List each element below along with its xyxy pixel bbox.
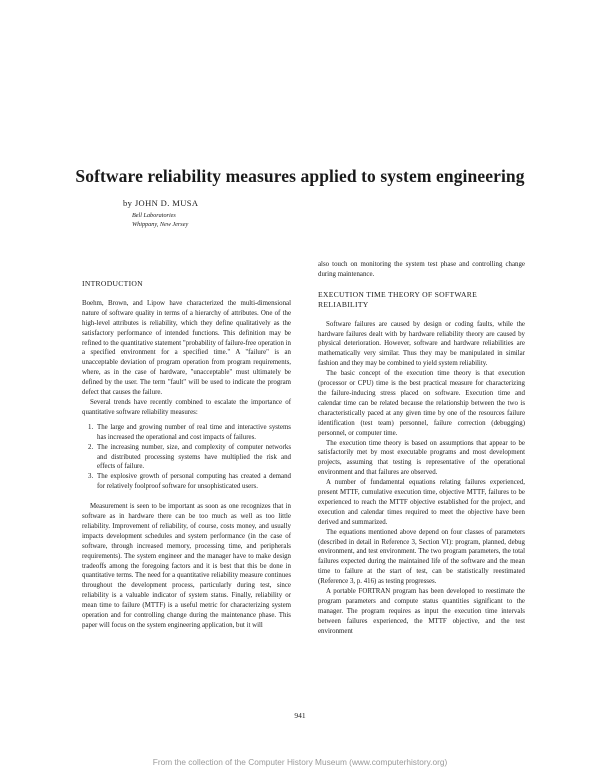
section-heading: INTRODUCTION xyxy=(82,279,143,288)
paragraph: also touch on monitoring the system test phase and controlling change during maintenance. xyxy=(318,261,525,278)
author-byline: by JOHN D. MUSA xyxy=(123,198,199,208)
paragraph: The execution time theory is based on assumptions that appear to be satisfactorily met by most executable programs and most development projects, assuming that testing is representative of the operational environment and that failures are observed. xyxy=(318,439,525,477)
affiliation-line: Whippany, New Jersey xyxy=(132,221,189,228)
page-number: 941 xyxy=(294,711,306,720)
footer-watermark: From the collection of the Computer History Museum (www.computerhistory.org) xyxy=(152,757,448,767)
list-item-number: 2. xyxy=(88,443,94,451)
paragraph: The equations mentioned above depend on four classes of parameters (described in detail in Reference 3, Section VI): program, planned, debug environment, and test environment. The two program parameters, the total failures expected during the maintained life of the software and the mean time to failure at the start of test, can be statistically reestimated (Reference 3, p. 416) as testing progresses. xyxy=(318,528,525,586)
list-item-text: The explosive growth of personal computing has created a demand for relatively foolproof software for unsophisticated users. xyxy=(97,473,291,491)
list-item-text: The large and growing number of real time and interactive systems has increased the operational and cost impacts of failures. xyxy=(97,423,291,441)
numbered-list xyxy=(82,423,291,492)
list-item xyxy=(82,443,291,473)
paper-title: Software reliability measures applied to system engineering xyxy=(75,166,525,186)
list-item-number: 3. xyxy=(88,473,94,481)
list-item-text: The increasing number, size, and complexity of computer networks and distributed processing systems have multiplied the risk and effects of failure. xyxy=(97,443,291,471)
paragraph: Measurement is seen to be important as soon as one recognizes that in software as in hardware there can be too much as well as too little reliability. Improvement of reliability, of course, costs money, and usually impacts development schedules and system performance (in the case of software, through increased memory, processing time, and peripherals requirements). The system engineer and the manager have to make design tradeoffs among the foregoing factors and it is best that this be done in quantitative terms. The need for a quantitative reliability measure continues throughout the development process, particularly during test, since reliability is a valuable indicator of system status. Finally, reliability or mean time to failure (MTTF) is a useful metric for characterizing system operation and for controlling change during the maintenance phase. This paper will focus on the system engineering application, but it will xyxy=(82,503,291,629)
paragraph: The basic concept of the execution time theory is that execution (processor or CPU) time is the best practical measure for characterizing the failure-inducing stress placed on software. Execution time and calendar time can be related because the relationship between the two is characteristically paced at any given time by one of the resources failure identification (test team) personnel, failure correction (debugging) personnel, or computer time. xyxy=(318,370,525,437)
paragraph: A number of fundamental equations relating failures experienced, present MTTF, cumulative execution time, objective MTTF, failures to be experienced to reach the MTTF objective established for the project, and execution and calendar times required to meet the objective have been derived and summarized. xyxy=(318,479,525,526)
paragraph: Software failures are caused by design or coding faults, while the hardware failures dealt with by hardware reliability theory are caused by physical deterioration. However, software and hardware reliabilities are mathematically very similar. Thus they may be manipulated in similar fashion and they may be combined to yield system reliability. xyxy=(318,320,525,368)
right-column xyxy=(318,260,525,637)
paragraph: Several trends have recently combined to escalate the importance of quantitative software reliability measures: xyxy=(82,398,291,416)
list-item xyxy=(82,472,291,492)
list-item xyxy=(82,423,291,443)
list-item-number: 1. xyxy=(88,423,94,431)
affiliation-line: Bell Laboratories xyxy=(132,212,176,219)
section-heading: EXECUTION TIME THEORY OF SOFTWARE RELIABILITY xyxy=(318,289,478,309)
left-column xyxy=(82,279,291,631)
paragraph: Boehm, Brown, and Lipow have characterized the multi-dimensional nature of software quality in terms of a hierarchy of attributes. One of the high-level attributes is reliability, which they define qualitatively as the satisfactory performance of intended functions. This definition may be refined to the quantitative statement "probability of failure-free operation in a specified environment for a specified time." A "failure" is an unacceptable deviation of program operation from program requirements, where, as in the case of hardware, "unacceptable" must ultimately be defined by the user. The term "fault" will be used to indicate the program defect that causes the failure. xyxy=(82,299,291,397)
paragraph: A portable FORTRAN program has been developed to reestimate the program parameters and compute status quantities significant to the manager. The program requires as input the execution time intervals between failures experienced, the MTTF objective, and the test environment xyxy=(318,588,525,635)
author-affiliation xyxy=(132,211,188,229)
